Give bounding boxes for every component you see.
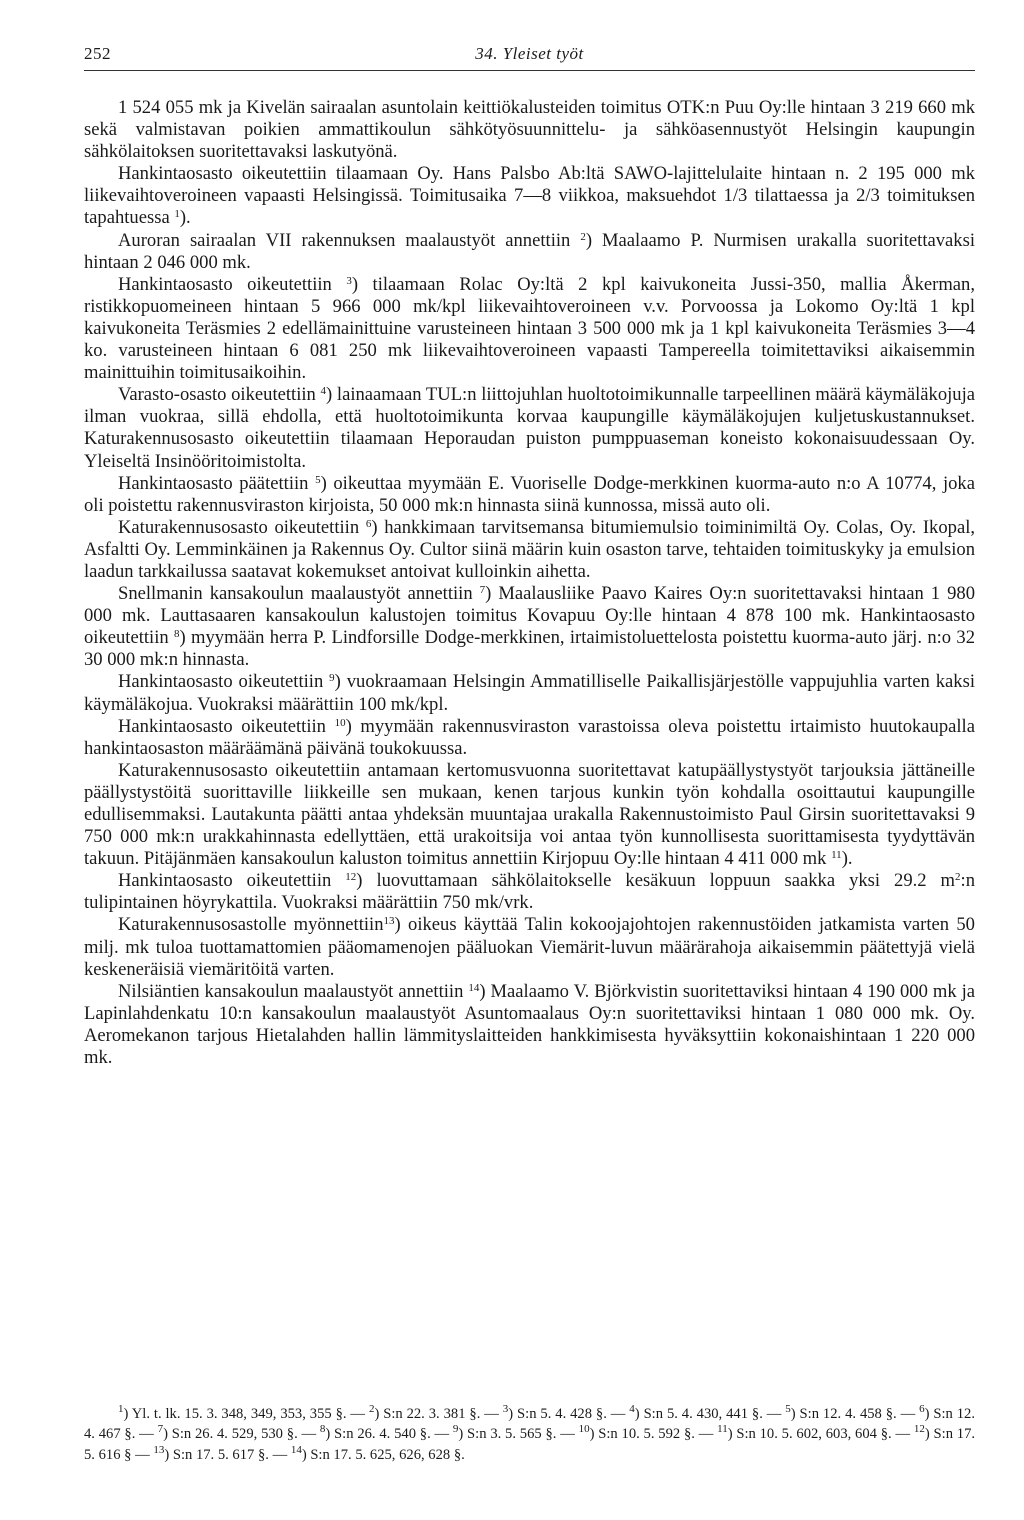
footnote-text: ) S:n 3. 5. 565 §. — [458, 1426, 579, 1443]
footnote-marker: 9 [452, 1423, 459, 1436]
footnote-marker: 6 [919, 1403, 925, 1415]
footnote-ref: 8 [174, 628, 180, 641]
footnote-text: ) S:n 17. 5. 617 §. — [164, 1446, 291, 1463]
paragraph-text: 1 524 055 mk ja Kivelän sairaalan asuntolain keittiökalusteiden toimitus OTK:n Puu Oy:lle hintaan 3 219 660 mk sekä valmistavan poikien ammattikoulun sähkötyösuunnittelu- ja sähköasennustyöt Helsingin kaupungin sähkölaitoksen suoritettavaksi laskutyönä. [84, 97, 975, 163]
paragraph [84, 384, 975, 472]
paragraph-text: ) myymään herra P. Lindforsille Dodge-merkkinen, irtaimistoluettelosta poistettu kuorma-auto järj. n:o 32 30 000 mk:n hinnasta. [84, 627, 976, 671]
paragraph-text: ) Maalaamo P. Nurmisen urakalla suoritettavaksi hintaan 2 046 000 mk. [84, 229, 975, 273]
paragraph-text: ) hankkimaan tarvitsemansa bitumiemulsio toiminimiltä Oy. Colas, Oy. Ikopal, Asfaltti Oy. Lemminkäinen ja Rakennus Oy. Cultor siinä määrin kuin osaston tarve, tehtaiden toimituskyky ja emulsion laadun tarkkailussa saatavat kokemukset antoivat kulloinkin aihetta. [84, 516, 976, 582]
footnote-ref: 10 [334, 716, 346, 729]
paragraph [84, 870, 975, 914]
paragraph-text: ) oikeus käyttää Talin kokoojajohtojen rakennustöiden jatkamista varten 50 milj. mk tuloa tuottamattomien pääomamenojen pääluokan Viemärit-luvun määrärahoja aikaisemmin päätettyjä vielä keskeneräisiä viemäritöitä varten. [84, 914, 975, 980]
paragraph-text: Hankintaosasto oikeutettiin [118, 273, 347, 295]
footnote-ref: 13 [383, 915, 395, 928]
paragraph [84, 716, 975, 760]
paragraph-text: Auroran sairaalan VII rakennuksen maalaustyöt annettiin [118, 229, 581, 251]
paragraph [84, 274, 975, 384]
footnote-marker: 2 [368, 1403, 375, 1415]
page-header [84, 44, 975, 72]
paragraph [84, 163, 975, 229]
paragraph [84, 760, 975, 870]
footnote-text: ) S:n 10. 5. 592 §. — [589, 1426, 718, 1443]
footnote-text: ) S:n 22. 3. 381 §. — [374, 1406, 503, 1422]
paragraph-text: ) myymään rakennusviraston varastoissa oleva poistettu irtaimisto huutokaupalla hankintaosaston määräämänä päivänä toukokuussa. [84, 715, 975, 759]
footnote-ref: 5 [315, 473, 321, 486]
paragraph-text: ). [841, 848, 853, 870]
paragraph [84, 671, 975, 715]
footnote-ref: 14 [468, 981, 480, 994]
paragraph-text: Katurakennusosasto oikeutettiin antamaan kertomusvuonna suoritettavat katupäällystystyöt tarjouksia jättäneille päällystystöitä suorittaville liikkeille sen mukaan, kenen tarjous kunkin työn kohdalla osoittautui kaupungille edullisemmaksi. Lautakunta päätti antaa yhdeksän muuntajaa urakalla Rakennustoimisto Paul Girsin suoritettavaksi 9 750 000 mk:n urakkahinnasta edellyttäen, että urakoitsija voi antaa työn kunnollisesta suorittamisesta tyydyttävän takuun. Pitäjänmäen kansakoulun kaluston toimitus annettiin Kirjopuu Oy:lle hintaan 4 411 000 mk [84, 759, 975, 870]
footnote-ref: 6 [365, 517, 372, 530]
footnote-text: ) S:n 26. 4. 540 §. — [325, 1426, 453, 1443]
paragraph [84, 583, 975, 671]
footnote-text: ) S:n 5. 4. 430, 441 §. — [634, 1406, 786, 1422]
paragraph-text: ) vuokraamaan Helsingin Ammatilliselle Paikallisjärjestölle vappujuhlia varten kaksi käymäläkojua. Vuokraksi määrättiin 100 mk/kpl. [84, 671, 975, 715]
footnote-ref: 12 [345, 871, 357, 884]
footnote-marker: 12 [913, 1423, 925, 1436]
footnote-marker: 7 [157, 1423, 164, 1436]
footnote-text: ) S:n 5. 4. 428 §. — [508, 1406, 630, 1422]
paragraph-text: Snellmanin kansakoulun maalaustyöt annettiin [118, 583, 480, 605]
footnote-text: ) Yl. t. lk. 15. 3. 348, 349, 353, 355 §. — [123, 1406, 369, 1422]
footnote-marker: 13 [153, 1443, 165, 1456]
header-rule [84, 70, 975, 71]
paragraph [84, 981, 975, 1069]
footnotes [84, 1404, 975, 1465]
footnote-marker: 3 [502, 1403, 509, 1415]
footnote-marker: 5 [785, 1403, 791, 1415]
body-text [84, 97, 975, 1069]
footnote-ref: 3 [346, 274, 352, 287]
footnote-text: ) S:n 26. 4. 529, 530 §. — [163, 1426, 320, 1443]
footnote-marker: 1 [118, 1403, 124, 1415]
paragraph-text: Katurakennusosasto oikeutettiin [118, 516, 366, 538]
paragraph-text: Varasto-osasto oikeutettiin [118, 384, 321, 406]
paragraph [84, 473, 975, 517]
paragraph [84, 230, 975, 274]
paragraph [84, 517, 975, 583]
paragraph-text: Hankintaosasto oikeutettiin tilaamaan Oy. Hans Palsbo Ab:ltä SAWO-lajittelulaite hintaan n. 2 195 000 mk liikevaihtoveroineen vapaasti Helsingissä. Toimitusaika 7—8 viikkoa, maksuehdot 1/3 tilattaessa ja 2/3 toimituksen tapahtuessa [84, 163, 975, 229]
footnote-ref: 4 [320, 385, 327, 398]
paragraph-text: ) lainaamaan TUL:n liittojuhlan huoltotoimikunnalle tarpeellinen määrä käymäläkojuja ilman vuokraa, sillä ehdolla, että huoltotoimikunta korvaa kaupungille käymäläkojujen kuljetuskustannukset. Katurakennusosasto oikeutettiin tilaamaan Heporaudan puiston pumppuaseman koneisto kokonaisuudessaan Oy. Yleiseltä Insinööritoimistolta. [84, 384, 975, 472]
footnote-marker: 4 [629, 1403, 635, 1415]
footnote-ref: 11 [831, 849, 842, 862]
paragraph-text: ) Maalaamo V. Björkvistin suoritettaviksi hintaan 4 190 000 mk ja Lapinlahdenkatu 10:n kansakoulun maalaustyöt Asuntomaalaus Oy:n suoritettaviksi hintaan 1 080 000 mk. Oy. Aeromekanon tarjous Hietalahden hallin lämmityslaitteiden hankkimisesta hyväksyttiin kokonaishintaan 1 220 000 mk. [84, 980, 975, 1069]
paragraph [84, 97, 975, 163]
footnote-ref: 7 [479, 584, 486, 597]
paragraph-text: Katurakennusosastolle myönnettiin [118, 914, 384, 936]
footnote-block [84, 1404, 975, 1465]
paragraph-text: :n tulipintainen höyrykattila. Vuokraksi määrättiin 750 mk/vrk. [84, 870, 975, 914]
paragraph-text: ) oikeuttaa myymään E. Vuoriselle Dodge-merkkinen kuorma-auto n:o A 10774, joka oli poistettu rakennusviraston kirjoista, 50 000 mk:n hinnasta siinä kunnossa, missä auto oli. [84, 472, 975, 516]
footnote-ref: 2 [955, 871, 961, 884]
footnote-text: ) S:n 12. 4. 467 §. — [84, 1406, 976, 1443]
paragraph-text: ) Maalausliike Paavo Kaires Oy:n suoritettavaksi hintaan 1 980 000 mk. Lauttasaaren kansakoulun kalustojen toimitus Kovapuu Oy:lle hintaan 4 878 100 mk. Hankintaosasto oikeutettiin [84, 583, 975, 649]
footnote-text: ) S:n 12. 4. 458 §. — [790, 1406, 920, 1422]
footnote-ref: 9 [329, 672, 335, 685]
footnote-ref: 2 [580, 230, 586, 243]
footnote-ref: 1 [174, 208, 180, 221]
running-head: 34. Yleiset työt [475, 44, 584, 63]
paragraph-text: Nilsiäntien kansakoulun maalaustyöt annettiin [118, 980, 469, 1002]
paragraph-text: Hankintaosasto oikeutettiin [118, 671, 330, 693]
paragraph-text: Hankintaosasto oikeutettiin [118, 715, 335, 737]
footnote-text: ) S:n 17. 5. 616 § — [84, 1426, 976, 1463]
footnote-marker: 8 [319, 1423, 326, 1436]
footnote-text: ) S:n 17. 5. 625, 626, 628 §. [301, 1446, 465, 1463]
paragraph-text: ) luovuttamaan sähkölaitokselle kesäkuun loppuun saakka yksi 29.2 m [356, 870, 956, 892]
footnote-marker: 11 [717, 1423, 728, 1436]
paragraph-text: ). [179, 207, 191, 229]
footnote-marker: 14 [290, 1443, 302, 1456]
footnote-marker: 10 [578, 1423, 590, 1436]
page-number: 252 [84, 44, 111, 63]
paragraph-text: Hankintaosasto päätettiin [118, 472, 316, 494]
paragraph [84, 914, 975, 980]
paragraph-text: ) tilaamaan Rolac Oy:ltä 2 kpl kaivukoneita Jussi-350, mallia Åkerman, ristikkopuomeineen hintaan 5 966 000 mk/kpl liikevaihtoveroineen v.v. Porvoossa ja Lokomo Oy:ltä 1 kpl kaivukoneita Teräsmies 2 edellämainittuine varusteineen hintaan 3 500 000 mk ja 1 kpl kaivukoneita Teräsmies 3—4 ko. varusteineen hintaan 6 081 250 mk liikevaihtoveroineen vapaasti Tampereella toimitettaviksi aikaisemmin mainittuihin toimitusaikoihin. [84, 273, 975, 384]
footnote-text: ) S:n 10. 5. 602, 603, 604 §. — [727, 1426, 914, 1443]
paragraph-text: Hankintaosasto oikeutettiin [118, 870, 346, 892]
